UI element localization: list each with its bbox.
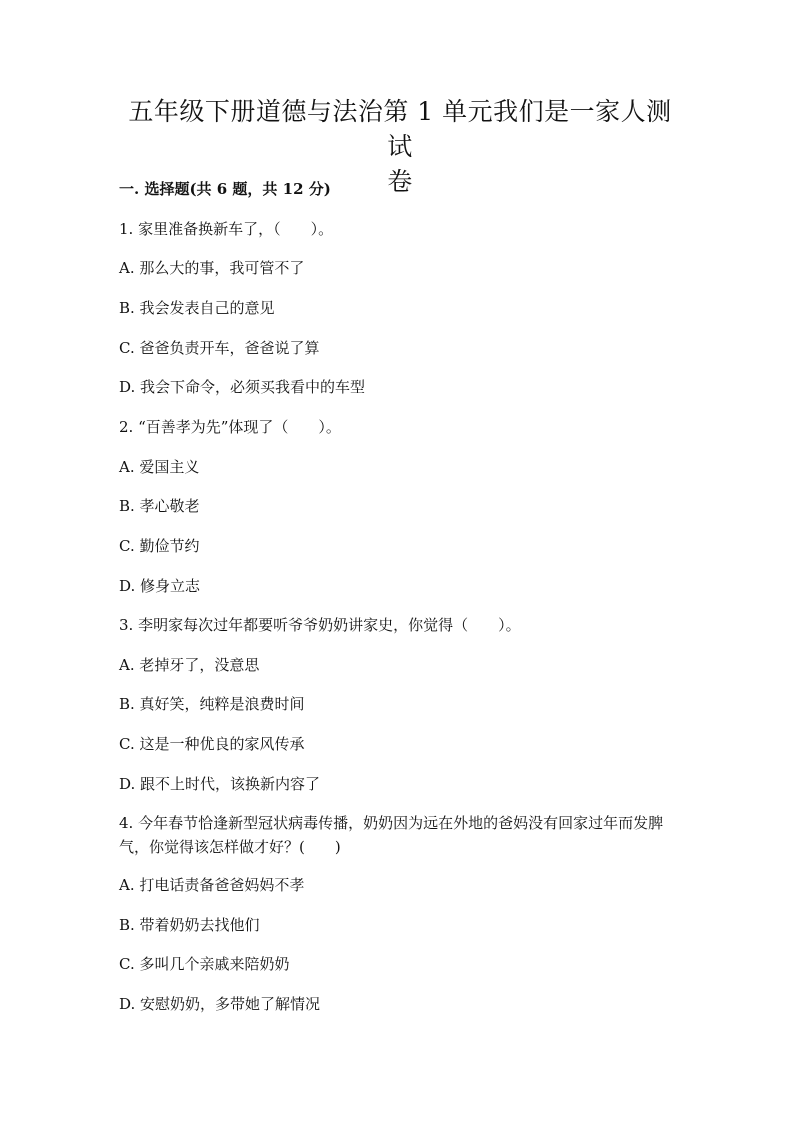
question-3-option-a: A. 老掉牙了，没意思: [119, 656, 260, 674]
question-3-option-c: C. 这是一种优良的家风传承: [119, 735, 305, 753]
question-3-option-b: B. 真好笑，纯粹是浪费时间: [119, 695, 305, 713]
question-3-option-d: D. 跟不上时代，该换新内容了: [119, 775, 321, 793]
question-3-stem: 3. 李明家每次过年都要听爷爷奶奶讲家史，你觉得（ ）。: [119, 616, 521, 634]
question-1-option-d: D. 我会下命令，必须买我看中的车型: [119, 378, 366, 396]
question-4-option-b: B. 带着奶奶去找他们: [119, 916, 260, 934]
title-line-1: 五年级下册道德与法治第 1 单元我们是一家人测试: [128, 97, 672, 161]
question-2-option-b: B. 孝心敬老: [119, 497, 200, 515]
question-4-option-a: A. 打电话责备爸爸妈妈不孝: [119, 876, 305, 894]
question-1-option-a: A. 那么大的事，我可管不了: [119, 259, 305, 277]
question-4-stem: 4. 今年春节恰逢新型冠状病毒传播，奶奶因为远在外地的爸妈没有回家过年而发脾气，你觉得该怎样做才好？( ): [119, 814, 664, 856]
question-2-option-a: A. 爱国主义: [119, 458, 200, 476]
question-1-stem: 1. 家里准备换新车了，（ ）。: [119, 220, 334, 238]
question-2-stem: 2. “百善孝为先”体现了（ ）。: [119, 418, 341, 436]
question-2-option-c: C. 勤俭节约: [119, 537, 200, 555]
question-1-option-b: B. 我会发表自己的意见: [119, 299, 275, 317]
question-4-option-d: D. 安慰奶奶，多带她了解情况: [119, 995, 321, 1013]
question-1-option-c: C. 爸爸负责开车，爸爸说了算: [119, 339, 320, 357]
section-heading: 一. 选择题(共 6 题，共 12 分): [119, 180, 331, 198]
title-line-2: 卷: [387, 167, 413, 196]
question-4-option-c: C. 多叫几个亲戚来陪奶奶: [119, 955, 290, 973]
question-2-option-d: D. 修身立志: [119, 577, 201, 595]
